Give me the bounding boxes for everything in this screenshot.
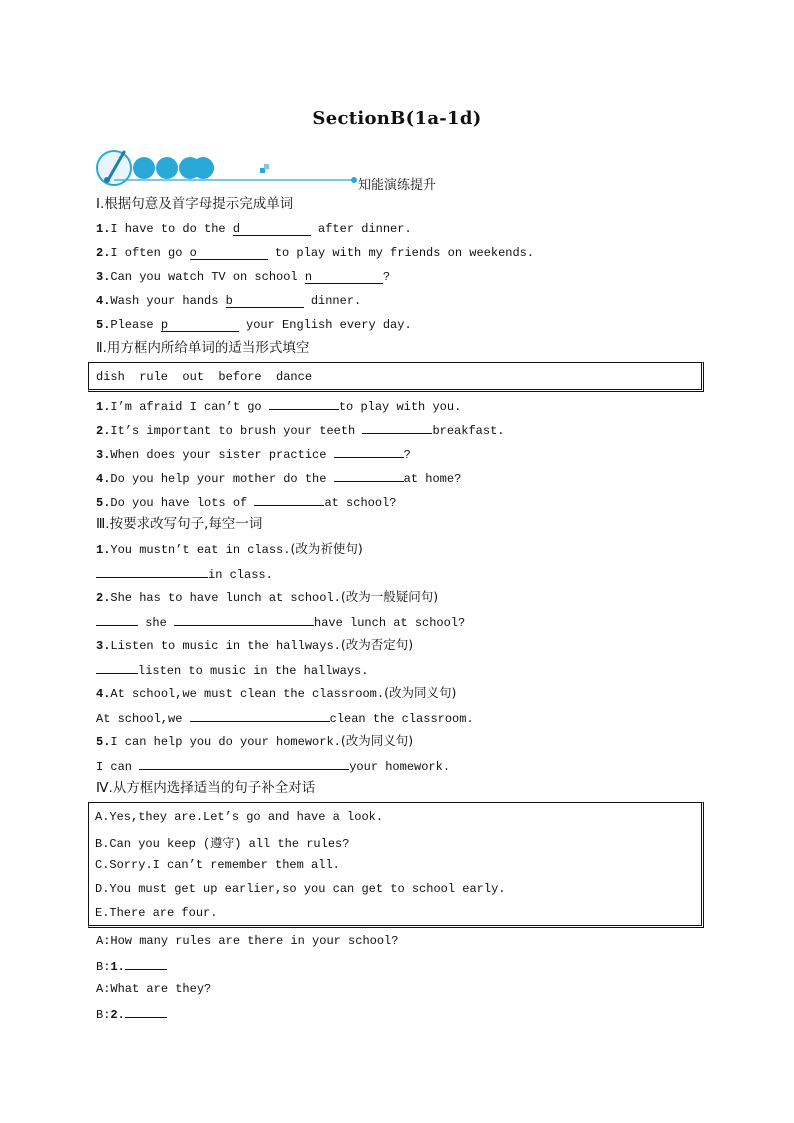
- part3-item-4: 4.At school,we must clean the classroom.(改为同义句): [96, 685, 457, 701]
- options-box: [88, 802, 704, 928]
- part3-item-3: 3.Listen to music in the hallways.(改为否定句): [96, 637, 414, 653]
- part1-item-4: 4.Wash your hands b dinner.: [96, 294, 362, 308]
- answer-blank[interactable]: p: [161, 317, 239, 332]
- answer-blank[interactable]: [334, 469, 404, 482]
- answer-blank[interactable]: [125, 1005, 167, 1018]
- part3-heading: Ⅲ.按要求改写句子,每空一词: [96, 516, 263, 532]
- dialogue-line-1: A:How many rules are there in your school?: [96, 934, 399, 948]
- part3-item-2: 2.She has to have lunch at school.(改为一般疑问句): [96, 589, 439, 605]
- dots-decoration: [133, 157, 269, 179]
- part1-item-5: 5.Please p your English every day.: [96, 318, 412, 332]
- part3-item-1: 1.You mustn’t eat in class.(改为祈使句): [96, 541, 363, 557]
- part2-heading: Ⅱ.用方框内所给单词的适当形式填空: [96, 340, 310, 356]
- answer-blank[interactable]: [125, 957, 167, 970]
- answer-blank[interactable]: [190, 709, 330, 722]
- answer-blank[interactable]: [96, 661, 138, 674]
- part4-heading: Ⅳ.从方框内选择适当的句子补全对话: [96, 780, 316, 796]
- word-box-text: dish rule out before dance: [96, 370, 313, 384]
- answer-blank[interactable]: o: [190, 245, 268, 260]
- part2-item-2: 2.It’s important to brush your teeth breakfast.: [96, 421, 504, 439]
- part3-answer-5: I can your homework.: [96, 757, 450, 775]
- answer-blank[interactable]: [174, 613, 314, 626]
- option-d: D.You must get up earlier,so you can get to school early.: [95, 882, 506, 896]
- part3-item-5: 5.I can help you do your homework.(改为同义句): [96, 733, 414, 749]
- option-c: C.Sorry.I can’t remember them all.: [95, 858, 340, 872]
- part3-answer-3: listen to music in the hallways.: [96, 661, 368, 679]
- page-title: SectionB(1a-1d): [312, 108, 482, 129]
- part2-item-3: 3.When does your sister practice ?: [96, 445, 411, 463]
- part1-item-3: 3.Can you watch TV on school n ?: [96, 270, 391, 284]
- part1-heading: Ⅰ.根据句意及首字母提示完成单词: [96, 196, 294, 212]
- answer-blank[interactable]: [96, 613, 138, 626]
- option-e: E.There are four.: [95, 906, 218, 920]
- dialogue-line-3: A:What are they?: [96, 982, 212, 996]
- option-b: B.Can you keep (遵守) all the rules?: [95, 837, 350, 851]
- part1-item-2: 2.I often go o to play with my friends on weekends.: [96, 246, 535, 260]
- answer-blank[interactable]: [334, 445, 404, 458]
- answer-blank[interactable]: d: [233, 221, 311, 236]
- option-a: A.Yes,they are.Let’s go and have a look.: [95, 810, 384, 824]
- dialogue-line-2: B:1.: [96, 957, 167, 975]
- word-box: [88, 362, 704, 392]
- answer-blank[interactable]: [139, 757, 349, 770]
- part3-answer-4: At school,we clean the classroom.: [96, 709, 474, 727]
- part3-answer-2: she have lunch at school?: [96, 613, 465, 631]
- answer-blank[interactable]: [96, 565, 208, 578]
- answer-blank[interactable]: b: [226, 293, 304, 308]
- answer-blank[interactable]: [269, 397, 339, 410]
- part2-item-4: 4.Do you help your mother do the at home?: [96, 469, 461, 487]
- part2-item-5: 5.Do you have lots of at school?: [96, 493, 396, 511]
- answer-blank[interactable]: n: [305, 269, 383, 284]
- answer-blank[interactable]: [362, 421, 432, 434]
- dialogue-line-4: B:2.: [96, 1005, 167, 1023]
- part2-item-1: 1.I’m afraid I can’t go to play with you.: [96, 397, 461, 415]
- banner-label: 知能演练提升: [358, 178, 437, 193]
- part1-item-1: 1.I have to do the d after dinner.: [96, 222, 412, 236]
- part3-answer-1: in class.: [96, 565, 273, 583]
- answer-blank[interactable]: [254, 493, 324, 506]
